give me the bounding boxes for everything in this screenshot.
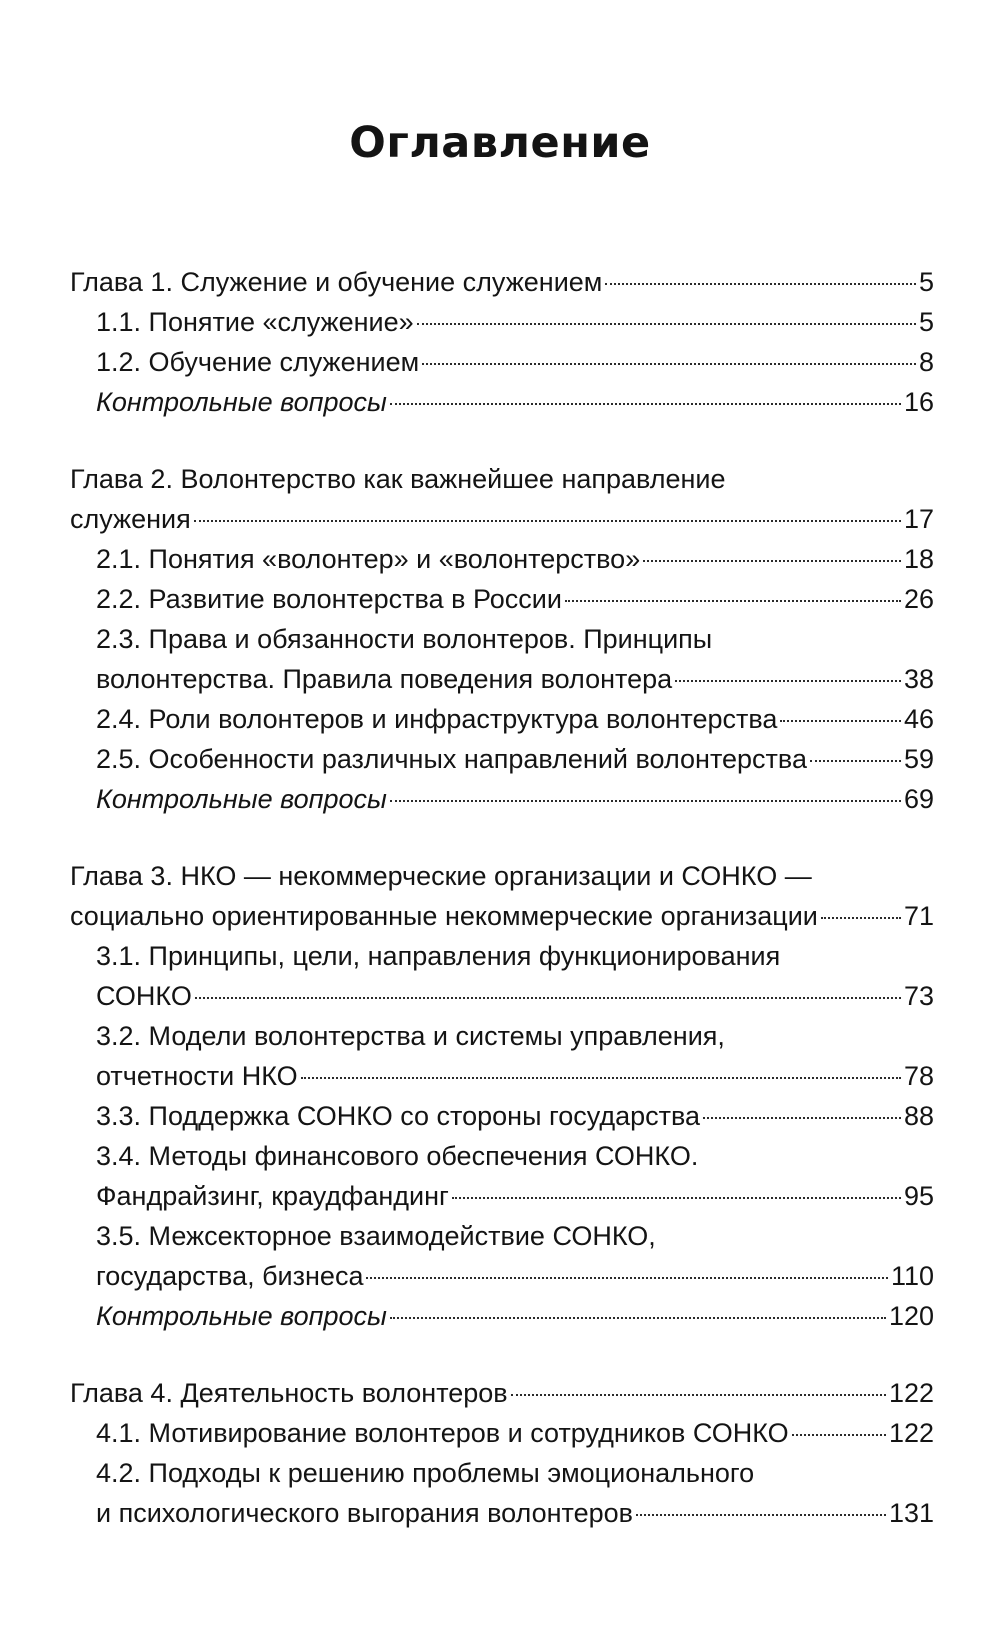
dot-leader <box>605 283 916 285</box>
section-title: Контрольные вопросы <box>96 387 387 417</box>
section-title: волонтерства. Правила поведения волонтера <box>96 664 673 694</box>
chapter-title: Глава 1. Служение и обучение служением <box>70 267 603 297</box>
section-4-1[interactable] <box>70 1413 934 1453</box>
dot-leader <box>452 1197 901 1199</box>
section-title-line: 2.3. Права и обязанности волонтеров. Принципы <box>96 624 713 654</box>
section-title-line: 4.2. Подходы к решению проблемы эмоционального <box>96 1458 755 1488</box>
page-number: 59 <box>903 744 934 774</box>
section-title-line: 3.5. Межсекторное взаимодействие СОНКО, <box>96 1221 656 1251</box>
section-title: отчетности НКО <box>96 1061 298 1091</box>
dot-leader <box>511 1394 886 1396</box>
page-number: 95 <box>903 1181 934 1211</box>
section-3-3[interactable] <box>70 1096 934 1136</box>
page-number: 46 <box>903 704 934 734</box>
section-title: Контрольные вопросы <box>96 1301 387 1331</box>
page-number: 69 <box>903 784 934 814</box>
dot-leader <box>390 800 901 802</box>
chapter-1 <box>70 262 934 422</box>
page-number: 38 <box>903 664 934 694</box>
page-number: 26 <box>903 584 934 614</box>
chapter-3 <box>70 856 934 1336</box>
section-title: 2.1. Понятия «волонтер» и «волонтерство» <box>96 544 641 574</box>
chapter-4 <box>70 1373 934 1533</box>
section-title: 3.3. Поддержка СОНКО со стороны государства <box>96 1101 701 1131</box>
section-3-5[interactable] <box>70 1216 934 1296</box>
page-number: 8 <box>918 347 934 377</box>
page-number: 16 <box>903 387 934 417</box>
page-number: 88 <box>903 1101 934 1131</box>
section-3-4[interactable] <box>70 1136 934 1216</box>
dot-leader <box>780 720 901 722</box>
dot-leader <box>810 760 901 762</box>
chapter-title: социально ориентированные некоммерческие организации <box>70 901 818 931</box>
section-title: и психологического выгорания волонтеров <box>96 1498 633 1528</box>
section-1-2[interactable] <box>70 342 934 382</box>
page-number: 17 <box>903 504 934 534</box>
section-title: государства, бизнеса <box>96 1261 364 1291</box>
page-number: 131 <box>888 1498 934 1528</box>
section-title-line: 3.4. Методы финансового обеспечения СОНКО. <box>96 1141 699 1171</box>
review-questions-3[interactable] <box>70 1296 934 1336</box>
chapter-title: служения <box>70 504 191 534</box>
chapter-3-heading[interactable] <box>70 856 934 936</box>
dot-leader <box>821 917 901 919</box>
dot-leader <box>390 403 901 405</box>
chapter-2 <box>70 459 934 819</box>
dot-leader <box>422 363 916 365</box>
dot-leader <box>417 323 916 325</box>
page-number: 5 <box>918 267 934 297</box>
section-title: 1.2. Обучение служением <box>96 347 420 377</box>
section-title: 1.1. Понятие «служение» <box>96 307 414 337</box>
dot-leader <box>194 520 901 522</box>
section-3-1[interactable] <box>70 936 934 1016</box>
dot-leader <box>390 1317 886 1319</box>
chapter-title-line: Глава 2. Волонтерство как важнейшее направление <box>70 464 726 494</box>
dot-leader <box>565 600 901 602</box>
section-3-2[interactable] <box>70 1016 934 1096</box>
dot-leader <box>643 560 901 562</box>
section-2-2[interactable] <box>70 579 934 619</box>
review-questions-2[interactable] <box>70 779 934 819</box>
page-number: 110 <box>890 1261 934 1291</box>
section-4-2[interactable] <box>70 1453 934 1533</box>
section-2-5[interactable] <box>70 739 934 779</box>
dot-leader <box>301 1077 901 1079</box>
section-title: 4.1. Мотивирование волонтеров и сотрудников СОНКО <box>96 1418 789 1448</box>
page-number: 78 <box>903 1061 934 1091</box>
section-title: 2.4. Роли волонтеров и инфраструктура волонтерства <box>96 704 778 734</box>
page-number: 71 <box>903 901 934 931</box>
table-of-contents <box>70 262 934 1570</box>
section-1-1[interactable] <box>70 302 934 342</box>
section-title: 2.2. Развитие волонтерства в России <box>96 584 562 614</box>
page-number: 5 <box>918 307 934 337</box>
section-2-3[interactable] <box>70 619 934 699</box>
dot-leader <box>792 1434 886 1436</box>
chapter-1-heading[interactable] <box>70 262 934 302</box>
section-title-line: 3.2. Модели волонтерства и системы управления, <box>96 1021 725 1051</box>
dot-leader <box>195 997 901 999</box>
section-title: СОНКО <box>96 981 192 1011</box>
page-number: 120 <box>888 1301 934 1331</box>
dot-leader <box>675 680 901 682</box>
section-title: 2.5. Особенности различных направлений волонтерства <box>96 744 807 774</box>
section-title: Фандрайзинг, краудфандинг <box>96 1181 449 1211</box>
section-2-1[interactable] <box>70 539 934 579</box>
section-title-line: 3.1. Принципы, цели, направления функционирования <box>96 941 781 971</box>
section-2-4[interactable] <box>70 699 934 739</box>
dot-leader <box>366 1277 887 1279</box>
section-title: Контрольные вопросы <box>96 784 387 814</box>
page-number: 122 <box>888 1418 934 1448</box>
page-title: Оглавление <box>349 118 651 168</box>
chapter-title-line: Глава 3. НКО — некоммерческие организации и СОНКО — <box>70 861 812 891</box>
page-number: 73 <box>903 981 934 1011</box>
dot-leader <box>703 1117 901 1119</box>
chapter-2-heading[interactable] <box>70 459 934 539</box>
chapter-4-heading[interactable] <box>70 1373 934 1413</box>
review-questions-1[interactable] <box>70 382 934 422</box>
dot-leader <box>636 1514 886 1516</box>
page-number: 18 <box>903 544 934 574</box>
chapter-title: Глава 4. Деятельность волонтеров <box>70 1378 508 1408</box>
page-number: 122 <box>888 1378 934 1408</box>
